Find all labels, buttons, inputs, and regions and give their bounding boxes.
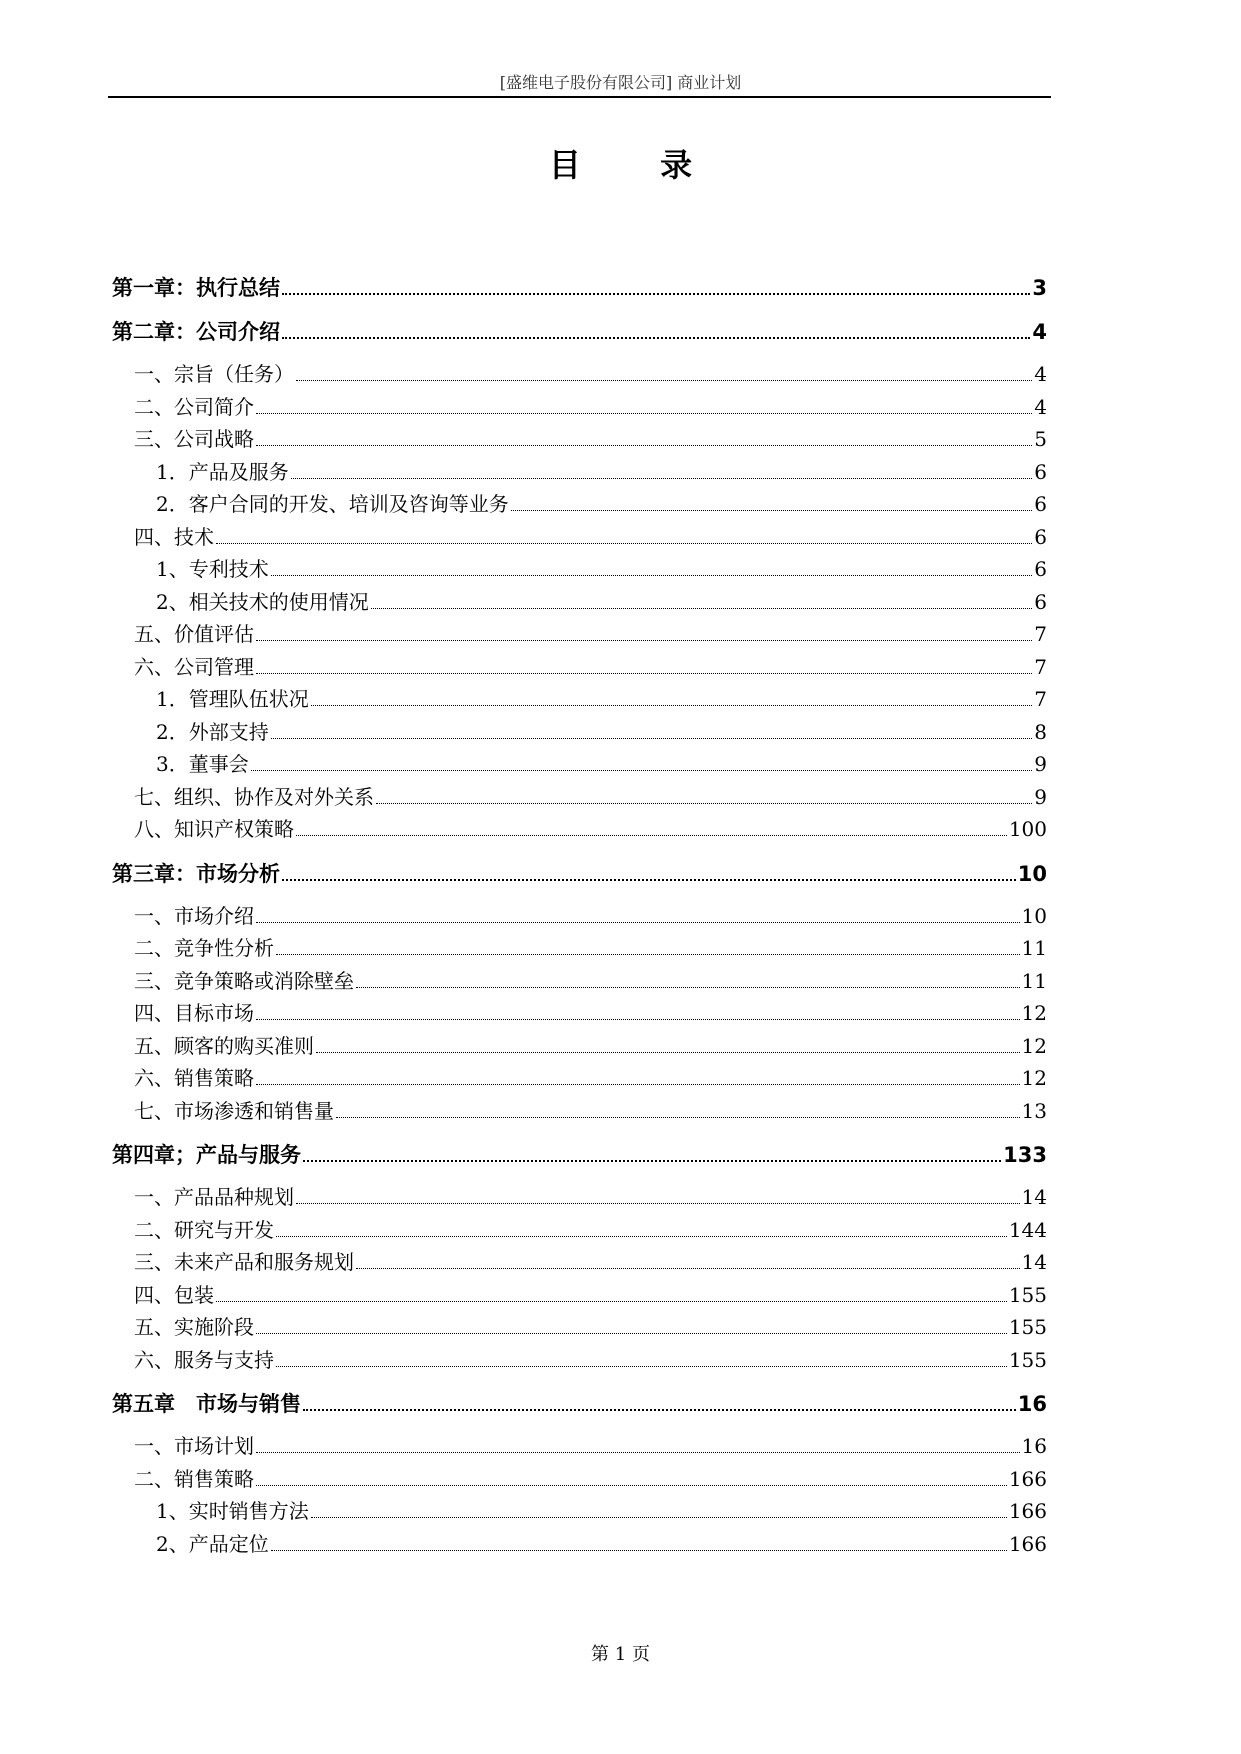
toc-entry-page-number: 7 (1034, 687, 1047, 711)
toc-section-entry[interactable] (112, 965, 1047, 998)
toc-section-entry[interactable] (112, 1030, 1047, 1063)
toc-dot-leader (256, 402, 1032, 414)
toc-section-entry[interactable] (112, 1246, 1047, 1279)
toc-dot-leader (216, 532, 1032, 544)
toc-entry-label: 第五章 市场与销售 (112, 1392, 301, 1416)
toc-entry-label: 三、公司战略 (134, 427, 254, 451)
toc-dot-leader (256, 629, 1032, 641)
toc-entry-page-number: 155 (1008, 1347, 1047, 1372)
toc-section-entry[interactable] (112, 521, 1047, 554)
toc-entry-label: 四、技术 (134, 524, 214, 549)
page-footer: 第 1 页 (591, 1644, 650, 1665)
toc-dot-leader (256, 1322, 1007, 1334)
toc-entry-page-number: 11 (1021, 936, 1047, 960)
toc-entry-label: 四、目标市场 (134, 1001, 254, 1025)
toc-entry-label: 四、包装 (134, 1282, 214, 1307)
toc-entry-label: 八、知识产权策略 (134, 817, 294, 841)
toc-dot-leader (356, 1257, 1020, 1269)
toc-dot-leader (256, 662, 1032, 674)
toc-dot-leader (216, 1290, 1007, 1302)
toc-section-entry[interactable] (112, 683, 1047, 716)
toc-section-entry[interactable] (112, 553, 1047, 586)
toc-entry-page-number: 3 (1032, 276, 1047, 300)
toc-entry-page-number: 10 (1021, 903, 1047, 928)
toc-entry-label: 2、相关技术的使用情况 (156, 589, 369, 614)
toc-section-entry[interactable] (112, 1430, 1047, 1463)
toc-section-entry[interactable] (112, 1528, 1047, 1561)
toc-entry-page-number: 155 (1008, 1282, 1047, 1307)
toc-dot-leader (276, 1225, 1007, 1237)
toc-entry-label: 二、竞争性分析 (134, 936, 274, 960)
toc-entry-page-number: 166 (1008, 1499, 1047, 1523)
toc-entry-page-number: 8 (1034, 719, 1047, 744)
toc-entry-label: 五、价值评估 (134, 622, 254, 646)
toc-entry-page-number: 6 (1034, 524, 1047, 549)
toc-dot-leader (296, 824, 1007, 836)
toc-section-entry[interactable] (112, 423, 1047, 456)
toc-section-entry[interactable] (112, 781, 1047, 814)
toc-dot-leader (271, 1539, 1007, 1551)
toc-entry-page-number: 100 (1008, 817, 1047, 841)
toc-dot-leader (311, 1506, 1007, 1518)
toc-entry-label: 六、销售策略 (134, 1066, 254, 1090)
toc-entry-page-number: 9 (1034, 784, 1047, 809)
toc-entry-label: 三、未来产品和服务规划 (134, 1250, 354, 1274)
toc-section-entry[interactable] (112, 748, 1047, 781)
toc-entry-label: 二、销售策略 (134, 1466, 254, 1491)
toc-entry-label: 一、宗旨（任务） (134, 362, 294, 386)
toc-entry-label: 2．外部支持 (156, 719, 269, 744)
toc-entry-page-number: 6 (1034, 589, 1047, 614)
toc-dot-leader (282, 281, 1030, 295)
toc-entry-page-number: 5 (1034, 427, 1047, 451)
toc-section-entry[interactable] (112, 1095, 1047, 1128)
toc-entry-label: 一、市场介绍 (134, 903, 254, 928)
toc-entry-page-number: 7 (1034, 622, 1047, 646)
toc-section-entry[interactable] (112, 456, 1047, 489)
toc-entry-label: 第四章；产品与服务 (112, 1143, 301, 1167)
toc-dot-leader (296, 369, 1032, 381)
toc-section-entry[interactable] (112, 358, 1047, 391)
toc-dot-leader (303, 1148, 1001, 1162)
toc-entry-label: 第一章：执行总结 (112, 276, 280, 300)
toc-entry-label: 3．董事会 (156, 752, 249, 776)
toc-entry-page-number: 6 (1034, 492, 1047, 516)
toc-entry-page-number: 6 (1034, 557, 1047, 581)
toc-chapter-entry[interactable] (112, 1139, 1047, 1171)
toc-dot-leader (356, 976, 1020, 988)
toc-entry-page-number: 12 (1021, 1033, 1047, 1058)
toc-dot-leader (256, 1073, 1020, 1085)
toc-dot-leader (376, 792, 1032, 804)
toc-dot-leader (271, 564, 1033, 576)
toc-section-entry[interactable] (112, 813, 1047, 846)
toc-entry-page-number: 4 (1032, 320, 1047, 344)
toc-entry-label: 第三章：市场分析 (112, 861, 280, 886)
toc-section-entry[interactable] (112, 1279, 1047, 1312)
page-title: 目 录 (548, 146, 727, 184)
toc-dot-leader (316, 1041, 1020, 1053)
toc-entry-label: 七、市场渗透和销售量 (134, 1098, 334, 1123)
toc-dot-leader (276, 1355, 1007, 1367)
toc-entry-page-number: 14 (1021, 1185, 1047, 1209)
toc-section-entry[interactable] (112, 1214, 1047, 1247)
toc-dot-leader (282, 867, 1016, 881)
toc-entry-page-number: 4 (1034, 394, 1047, 419)
toc-entry-label: 1．管理队伍状况 (156, 687, 309, 711)
toc-dot-leader (256, 434, 1032, 446)
toc-section-entry[interactable] (112, 932, 1047, 965)
toc-entry-label: 五、实施阶段 (134, 1315, 254, 1339)
toc-entry-page-number: 16 (1021, 1434, 1047, 1458)
toc-dot-leader (303, 1397, 1016, 1411)
toc-entry-page-number: 12 (1021, 1066, 1047, 1090)
toc-section-entry[interactable] (112, 586, 1047, 619)
toc-entry-label: 2．客户合同的开发、培训及咨询等业务 (156, 492, 509, 516)
page-header: [盛维电子股份有限公司] 商业计划 (499, 73, 742, 92)
toc-entry-page-number: 10 (1017, 861, 1047, 886)
toc-entry-page-number: 7 (1034, 654, 1047, 679)
toc-section-entry[interactable] (112, 716, 1047, 749)
toc-section-entry[interactable] (112, 651, 1047, 684)
toc-dot-leader (311, 694, 1033, 706)
toc-entry-page-number: 155 (1008, 1315, 1047, 1339)
toc-dot-leader (276, 943, 1020, 955)
toc-section-entry[interactable] (112, 1181, 1047, 1214)
toc-section-entry[interactable] (112, 618, 1047, 651)
toc-dot-leader (271, 727, 1033, 739)
toc-dot-leader (511, 499, 1033, 511)
toc-entry-label: 2、产品定位 (156, 1531, 269, 1556)
toc-entry-page-number: 16 (1017, 1392, 1047, 1416)
header-divider (108, 96, 1051, 98)
toc-dot-leader (256, 1441, 1020, 1453)
toc-entry-page-number: 12 (1021, 1001, 1047, 1025)
toc-entry-label: 六、服务与支持 (134, 1347, 274, 1372)
toc-entry-label: 一、市场计划 (134, 1434, 254, 1458)
toc-dot-leader (282, 325, 1030, 339)
toc-entry-label: 六、公司管理 (134, 654, 254, 679)
toc-entry-page-number: 13 (1021, 1098, 1047, 1123)
toc-chapter-entry[interactable] (112, 858, 1047, 890)
toc-entry-page-number: 14 (1021, 1250, 1047, 1274)
toc-entry-page-number: 166 (1008, 1531, 1047, 1556)
toc-chapter-entry[interactable] (112, 272, 1047, 304)
toc-entry-page-number: 6 (1034, 459, 1047, 484)
toc-section-entry[interactable] (112, 1311, 1047, 1344)
toc-section-entry[interactable] (112, 488, 1047, 521)
toc-entry-label: 1．产品及服务 (156, 459, 289, 484)
toc-entry-page-number: 133 (1003, 1143, 1047, 1167)
toc-dot-leader (371, 597, 1033, 609)
table-of-contents (112, 272, 1047, 1560)
toc-entry-label: 二、研究与开发 (134, 1217, 274, 1242)
toc-entry-page-number: 4 (1034, 362, 1047, 386)
toc-section-entry[interactable] (112, 997, 1047, 1030)
toc-section-entry[interactable] (112, 1495, 1047, 1528)
toc-entry-page-number: 166 (1008, 1466, 1047, 1491)
toc-entry-label: 三、竞争策略或消除壁垒 (134, 968, 354, 993)
toc-chapter-entry[interactable] (112, 316, 1047, 348)
toc-entry-label: 二、公司简介 (134, 394, 254, 419)
toc-dot-leader (291, 467, 1033, 479)
toc-dot-leader (296, 1192, 1020, 1204)
toc-entry-label: 第二章：公司介绍 (112, 320, 280, 344)
toc-entry-page-number: 11 (1021, 968, 1047, 993)
toc-entry-label: 七、组织、协作及对外关系 (134, 784, 374, 809)
toc-dot-leader (256, 1474, 1007, 1486)
toc-dot-leader (336, 1106, 1020, 1118)
toc-entry-label: 1、实时销售方法 (156, 1499, 309, 1523)
toc-entry-page-number: 9 (1034, 752, 1047, 776)
toc-section-entry[interactable] (112, 1344, 1047, 1377)
toc-dot-leader (251, 759, 1033, 771)
toc-section-entry[interactable] (112, 1062, 1047, 1095)
toc-entry-label: 一、产品品种规划 (134, 1185, 294, 1209)
toc-section-entry[interactable] (112, 1463, 1047, 1496)
toc-entry-page-number: 144 (1008, 1217, 1047, 1242)
toc-chapter-entry[interactable] (112, 1388, 1047, 1420)
toc-entry-label: 1、专利技术 (156, 557, 269, 581)
toc-section-entry[interactable] (112, 900, 1047, 933)
toc-section-entry[interactable] (112, 391, 1047, 424)
toc-dot-leader (256, 1008, 1020, 1020)
toc-dot-leader (256, 911, 1020, 923)
toc-entry-label: 五、顾客的购买准则 (134, 1033, 314, 1058)
